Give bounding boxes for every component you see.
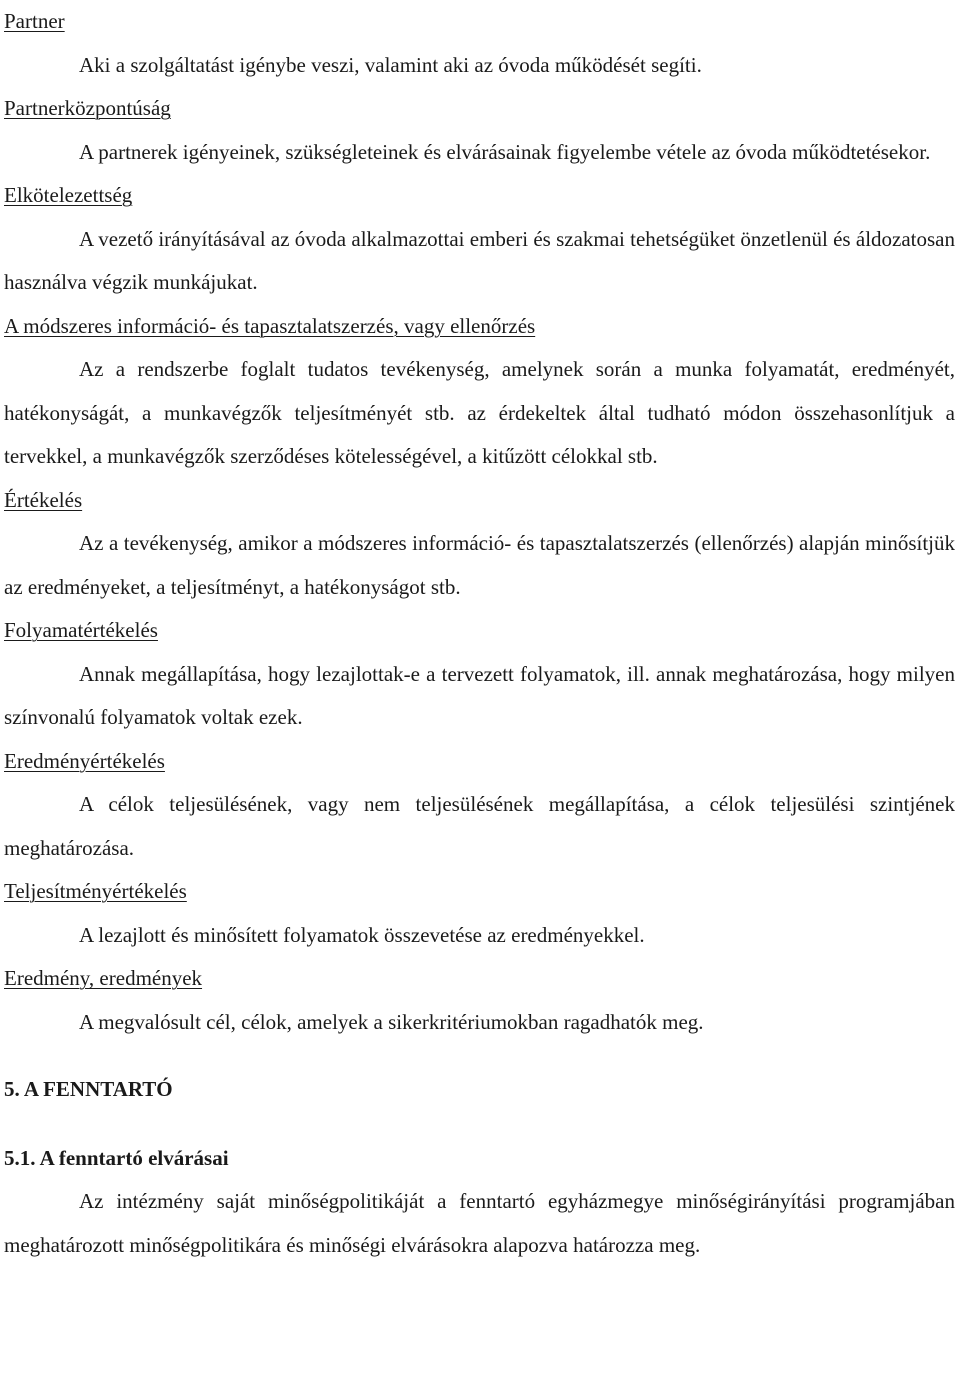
- definition-ertekeles: Az a tevékenység, amikor a módszeres információ- és tapasztalatszerzés (ellenőrzés) alapján minősítjük az eredményeket, a teljesítményt, a hatékonyságot stb.: [4, 531, 955, 599]
- definition-partner: Aki a szolgáltatást igénybe veszi, valamint aki az óvoda működését segíti.: [79, 52, 702, 77]
- term-teljesitmenyertekeles: Teljesítményértékelés: [4, 879, 187, 903]
- term-elkotelezettseg: Elkötelezettség: [4, 183, 133, 207]
- section-heading: 5. A FENNTARTÓ: [4, 1077, 173, 1101]
- term-partner: Partner: [4, 9, 65, 33]
- subsection-heading: 5.1. A fenntartó elvárásai: [4, 1145, 229, 1170]
- term-folyamatertekeles: Folyamatértékelés: [4, 618, 158, 642]
- term-partnerkozpontusag: Partnerközpontúság: [4, 96, 171, 120]
- term-eredmeny: Eredmény, eredmények: [4, 966, 203, 990]
- term-eredmenyertekeles: Eredményértékelés: [4, 748, 165, 773]
- definition-folyamatertekeles: Annak megállapítása, hogy lezajlottak-e a tervezett folyamatok, ill. annak meghatározása, hogy milyen színvonalú folyamatok voltak ezek.: [4, 661, 955, 729]
- definition-teljesitmenyertekeles: A lezajlott és minősített folyamatok összevetése az eredményekkel.: [79, 922, 645, 947]
- subsection-paragraph: Az intézmény saját minőségpolitikáját a fenntartó egyházmegye minőségirányítási programjában meghatározott minőségpolitikára és minőségi elvárásokra alapozva határozza meg.: [4, 1189, 955, 1257]
- definition-modszeres-informacio: Az a rendszerbe foglalt tudatos tevékenység, amelynek során a munka folyamatát, eredményét, hatékonyságát, a munkavégzők teljesítményét stb. az érdekeltek által tudható módon összehasonlítjuk a tervekkel, a munkavégzők szerződéses kötelességével, a kitűzött célokkal stb.: [4, 357, 955, 468]
- definition-elkotelezettseg: A vezető irányításával az óvoda alkalmazottai emberi és szakmai tehetségüket önzetlenül és áldozatosan használva végzik munkájukat.: [4, 226, 955, 294]
- term-modszeres-informacio: A módszeres információ- és tapasztalatszerzés, vagy ellenőrzés: [4, 313, 536, 338]
- definition-eredmeny: A megvalósult cél, célok, amelyek a sikerkritériumokban ragadhatók meg.: [79, 1009, 704, 1034]
- definition-eredmenyertekeles: A célok teljesülésének, vagy nem teljesülésének megállapítása, a célok teljesülési szintjének meghatározása.: [4, 792, 955, 860]
- definition-partnerkozpontusag: A partnerek igényeinek, szükségleteinek és elvárásainak figyelembe vétele az óvoda működtetésekor.: [79, 139, 931, 164]
- document-page: [4, 0, 955, 1267]
- term-ertekeles: Értékelés: [4, 487, 83, 512]
